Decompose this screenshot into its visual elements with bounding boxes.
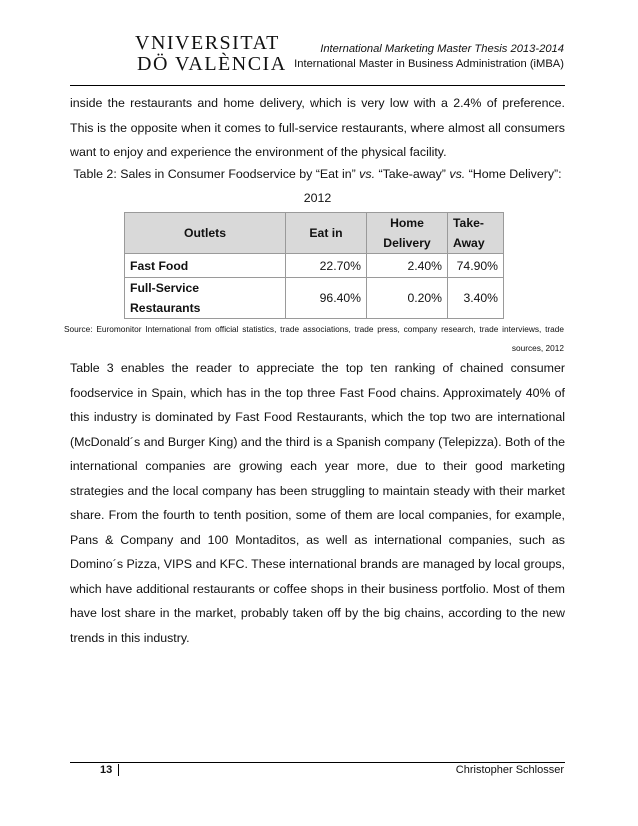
body-paragraph-2: Table 3 enables the reader to appreciate the top ten ranking of chained consumer foodservice in Spain, which has in the top three Fast Food chains. Approximately 40% of this industry is dominated by Fast Food Restaurants, which the top two are international (McDonald´s and Burger King) and the third is a Spanish company (Telepizza). Both of the international companies are growing each year more, due to their good marketing strategies and the local company has been struggling to maintain steady with their market share. From the fourth to tenth position, some of them are local companies, for example, Pans & Company and 100 Montaditos, as well as international companies, such as Domino´s Pizza, VIPS and KFC. These international brands are managed by local groups, which have additional restaurants or coffee shops in their business portfolio. Most of them have lost share in the market, probably taken off by the big chains, according to the new trends in this industry.: [70, 361, 565, 645]
header-thesis-title: International Marketing Master Thesis 2013-2014: [320, 43, 564, 55]
cell-eat-in: 22.70%: [286, 254, 367, 278]
caption-middle: “Take-away”: [375, 167, 450, 181]
caption-vs-1: vs.: [359, 167, 376, 181]
page-number-separator: [118, 764, 119, 776]
header-home-line-2: Delivery: [383, 236, 431, 250]
table-header-row: [125, 213, 504, 254]
cell-home-delivery: 0.20%: [367, 278, 448, 319]
page-number: 13: [100, 764, 113, 776]
table-row: [125, 278, 504, 319]
footer-divider: [70, 762, 565, 763]
caption-prefix: Table 2: Sales in Consumer Foodservice by “Eat in”: [73, 167, 360, 181]
table-row: [125, 254, 504, 278]
page-header: [0, 0, 638, 90]
header-home-line-1: Home: [390, 216, 424, 230]
header-take-line-2: Away: [453, 236, 485, 250]
cell-outlet: [125, 278, 286, 319]
caption-vs-2: vs.: [449, 167, 466, 181]
header-program-title: International Master in Business Administration (iMBA): [294, 58, 564, 70]
cell-outlet: Fast Food: [125, 254, 286, 278]
header-outlets: Outlets: [125, 213, 286, 254]
cell-outlet-line-1: Full-Service: [130, 281, 200, 295]
header-title-block: [294, 42, 564, 72]
cell-take-away: 74.90%: [448, 254, 504, 278]
header-take-away: [448, 213, 504, 254]
sales-table: [124, 212, 504, 319]
logo-line-2: DÖ VALÈNCIA: [137, 53, 287, 75]
cell-take-away: 3.40%: [448, 278, 504, 319]
university-logo: [135, 30, 295, 78]
caption-suffix: “Home Delivery”: 2012: [303, 167, 562, 205]
cell-outlet-line-2: Restaurants: [130, 301, 201, 315]
header-home-delivery: [367, 213, 448, 254]
body-paragraph-1: inside the restaurants and home delivery, which is very low with a 2.4% of preference. This is the opposite when it comes to full-service restaurants, where almost all consumers want to enjoy and experience the environment of the physical facility.: [70, 96, 565, 159]
logo-line-1: VNIVERSITAT: [135, 32, 280, 54]
cell-home-delivery: 2.40%: [367, 254, 448, 278]
header-divider: [70, 85, 565, 86]
header-eat-in: Eat in: [286, 213, 367, 254]
footer-author: Christopher Schlosser: [455, 764, 564, 776]
cell-eat-in: 96.40%: [286, 278, 367, 319]
header-take-line-1: Take-: [453, 216, 484, 230]
table-caption: [70, 162, 565, 210]
table-source-note: Source: Euromonitor International from official statistics, trade associations, trade press, company research, trade interviews, trade sources, 2012: [64, 324, 564, 353]
